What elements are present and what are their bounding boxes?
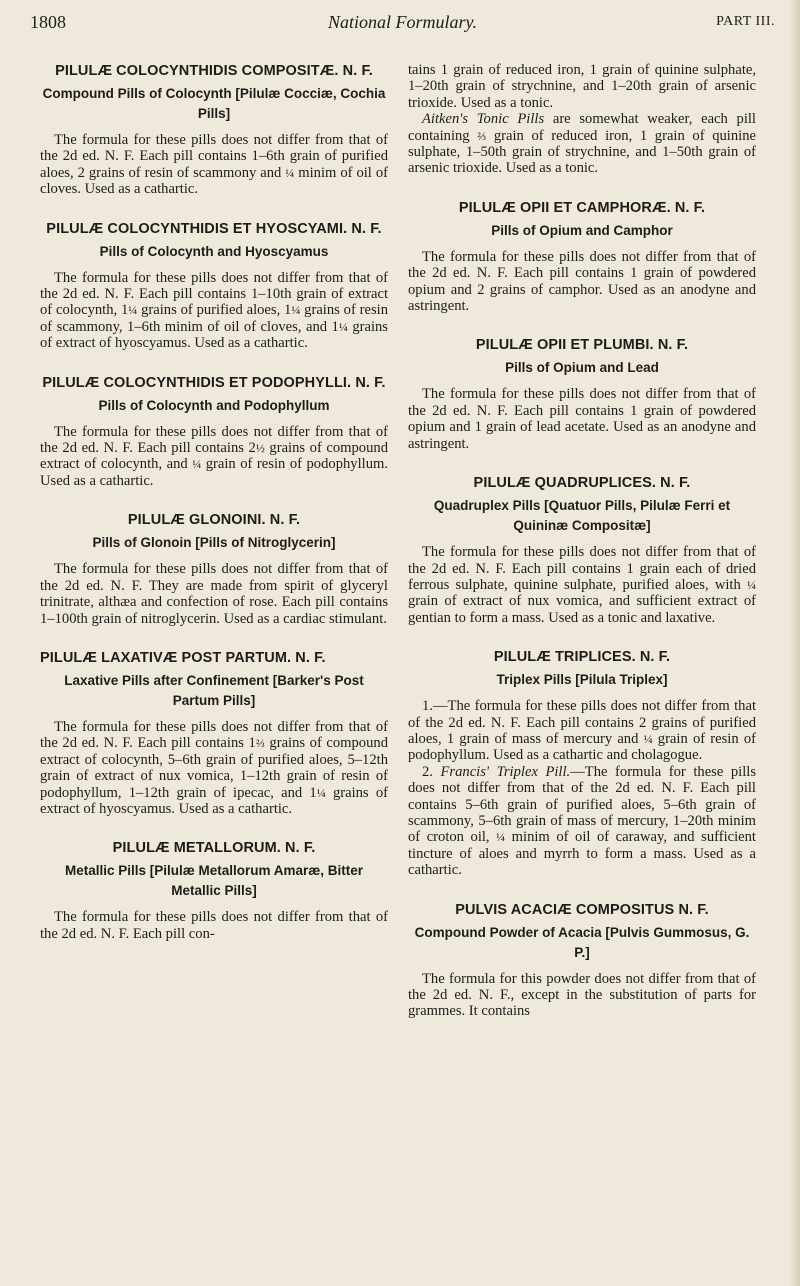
entry-subheading: Metallic Pills [Pilulæ Metallorum Amaræ, Bitter Metallic Pills] (64, 863, 364, 899)
entry-heading: PILULÆ GLONOINI. N. F. (127, 512, 301, 529)
entry-heading: PILULÆ METALLORUM. N. F. (112, 840, 316, 857)
left-column (40, 62, 388, 942)
entry-text: The formula for these pills does not differ from that of the 2d ed. N. F. Each pill contains 1–10th grain of extract of colocynth, 1¼ grains of purified aloes, 1¼ grains of resin of scammony, 1–6th minim of oil of cloves, and 1¼ grains of extract of hyoscyamus. Used as a cathartic. (40, 269, 388, 352)
entry-subheading: Laxative Pills after Confinement [Barker's Post Partum Pills] (64, 672, 364, 708)
entry-pulvis-acaciae-compositus (408, 901, 756, 1020)
entry-continuation (408, 62, 756, 177)
entry-text: The formula for this powder does not differ from that of the 2d ed. N. F., except in the substitution of parts for grammes. It contains (408, 970, 756, 1020)
entry-subheading: Pills of Colocynth and Podophyllum (98, 397, 330, 413)
entry-subheading: Pills of Glonoin [Pills of Nitroglycerin] (92, 535, 336, 551)
entry-text: The formula for these pills does not differ from that of the 2d ed. N. F. Each pill contains 1 grain each of dried ferrous sulphate, quinine sulphate, purified aloes, with ¼ grain of extract of nux vomica, and sufficient extract of gentian to form a mass. Used as a tonic and laxative. (408, 544, 756, 626)
entry-pilulae-colocynthidis-et-hyoscyami (40, 220, 388, 352)
entry-pilulae-metallorum (40, 839, 388, 942)
entry-text: The formula for these pills does not differ from that of the 2d ed. N. F. Each pill contains 1⅔ grains of compound extract of colocynth, 5–6th grain of purified aloes, 5–12th grain of extract of nux vomica, 1–12th grain of resin of podophyllum, 1–12th grain of ipecac, and 1¼ grains of extract of hyoscyamus. Used as a cathartic. (40, 718, 388, 817)
entry-text: 1.—The formula for these pills does not differ from that of the 2d ed. N. F. Each pill contains 2 grains of purified aloes, 1 grain of mass of mercury and ¼ grain of resin of podophyllum. Used as a cathartic and cholagogue. (408, 698, 757, 764)
entry-pilulae-colocynthidis-compositae (40, 62, 388, 198)
entry-subheading: Triplex Pills [Pilula Triplex] (496, 672, 668, 688)
entry-text: The formula for these pills does not differ from that of the 2d ed. N. F. Each pill contains 1–6th grain of purified aloes, 2 grains of resin of scammony and ¼ minim of oil of cloves. Used as a cathartic. (40, 132, 388, 198)
entry-heading: PILULÆ QUADRUPLICES. N. F. (473, 475, 691, 492)
running-head (30, 12, 775, 36)
entry-heading: PILULÆ COLOCYNTHIDIS COMPOSITÆ. N. F. (55, 63, 373, 79)
entry-pilulae-quadruplices (408, 474, 756, 626)
entry-pilulae-glonoini (40, 511, 388, 627)
entry-heading: PULVIS ACACIÆ COMPOSITUS N. F. (455, 901, 709, 918)
entry-text: Aitken's Tonic Pills are somewhat weaker, each pill containing ⅔ grain of reduced iron, 1 grain of quinine sulphate, 1–50th grain of strychnine, and 1–50th grain of arsenic trioxide. Used as a tonic. (408, 111, 756, 177)
entry-text: The formula for these pills does not differ from that of the 2d ed. N. F. Each pill contains 1 grain of powdered opium and 2 grains of camphor. Used as an anodyne and astringent. (408, 248, 756, 315)
entry-subheading: Pills of Opium and Lead (505, 360, 659, 376)
entry-pilulae-opii-et-plumbi (408, 336, 756, 452)
entry-text: 2. Francis' Triplex Pill.—The formula for these pills does not differ from that of the 2d ed. N. F. Each pill contains 5–6th grain of purified aloes, 5–6th grain of scammony, 5–6th grain of mass of mercury, 1–20th minim of croton oil, ¼ minim of oil of caraway, and sufficient tincture of aloes and myrrh to form a mass. Used as a cathartic. (408, 763, 757, 879)
entry-heading: PILULÆ OPII ET CAMPHORÆ. N. F. (458, 199, 706, 216)
right-column (408, 62, 756, 1020)
entry-heading: PILULÆ COLOCYNTHIDIS ET HYOSCYAMI. N. F. (46, 220, 382, 237)
page-number: 1808 (30, 12, 66, 32)
entry-pilulae-colocynthidis-et-podophylli (40, 374, 388, 490)
entry-pilulae-laxativae-post-partum (40, 649, 388, 817)
entry-text: The formula for these pills does not differ from that of the 2d ed. N. F. Each pill contains 1 grain of powdered opium and 1 grain of lead acetate. Used as an anodyne and astringent. (408, 386, 756, 452)
page-edge (790, 0, 800, 1286)
running-title: National Formulary. (327, 12, 477, 32)
entry-pilulae-opii-et-camphorae (408, 199, 756, 315)
part-label: PART III. (716, 14, 775, 29)
entry-heading: PILULÆ OPII ET PLUMBI. N. F. (475, 337, 689, 354)
entry-heading: PILULÆ TRIPLICES. N. F. (493, 649, 671, 666)
entry-heading: PILULÆ COLOCYNTHIDIS ET PODOPHYLLI. N. F. (42, 374, 386, 391)
entry-pilulae-triplices (408, 648, 756, 878)
entry-subheading: Pills of Colocynth and Hyoscyamus (99, 243, 329, 259)
entry-text: The formula for these pills does not differ from that of the 2d ed. N. F. They are made from spirit of glyceryl trinitrate, althæa and confection of rose. Each pill contains 1–100th grain of nitroglycerin. Used as a cardiac stimulant. (40, 561, 388, 627)
entry-text: The formula for these pills does not differ from that of the 2d ed. N. F. Each pill con- (40, 909, 388, 942)
entry-text: The formula for these pills does not differ from that of the 2d ed. N. F. Each pill contains 2½ grains of compound extract of colocynth, and ¼ grain of resin of podophyllum. Used as a cathartic. (40, 423, 388, 489)
entry-subheading: Quadruplex Pills [Quatuor Pills, Pilulæ Ferri et Quininæ Compositæ] (433, 498, 731, 534)
entry-subheading: Pills of Opium and Camphor (491, 222, 673, 238)
entry-subheading: Compound Pills of Colocynth [Pilulæ Cocciæ, Cochia Pills] (42, 86, 386, 121)
entry-text: tains 1 grain of reduced iron, 1 grain of quinine sulphate, 1–20th grain of strychnine, and 1–20th grain of arsenic trioxide. Used as a tonic. (408, 62, 756, 111)
entry-subheading: Compound Powder of Acacia [Pulvis Gummosus, G. P.] (414, 924, 750, 960)
entry-heading: PILULÆ LAXATIVÆ POST PARTUM. N. F. (40, 649, 326, 666)
